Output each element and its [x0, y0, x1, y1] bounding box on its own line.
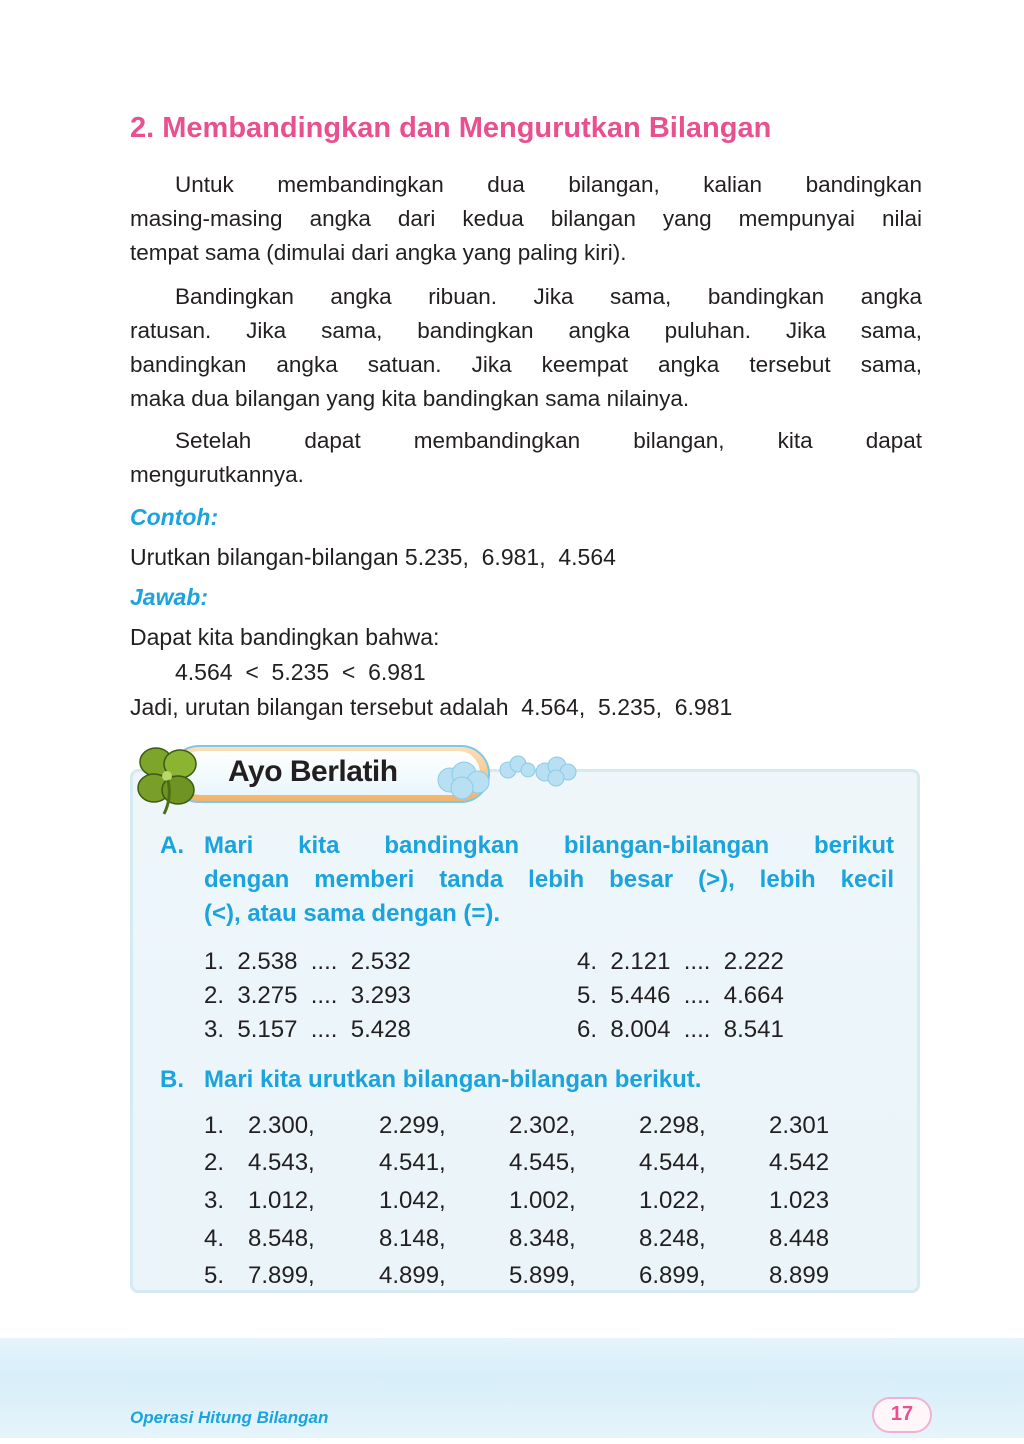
paragraph-3-line-1: Setelah dapat membandingkan bilangan, kita dapat [175, 428, 922, 453]
row-number: 4. [204, 1225, 225, 1252]
part-a-item: 2. 3.275 .... 3.293 [204, 982, 411, 1009]
clouds-decoration-icon [430, 750, 580, 810]
clover-icon [128, 738, 208, 818]
part-a-instruction [204, 829, 894, 931]
row-value: 8.899 [769, 1262, 830, 1289]
section-title: 2. Membandingkan dan Mengurutkan Bilangan [130, 112, 772, 144]
row-value: 4.899, [379, 1262, 446, 1289]
paragraph-2-line-3: bandingkan angka satuan. Jika keempat angka tersebut sama, [130, 352, 922, 377]
row-value: 2.301 [769, 1112, 830, 1139]
row-value: 8.148, [379, 1225, 446, 1252]
row-value: 8.548, [248, 1225, 315, 1252]
row-value: 4.541, [379, 1149, 446, 1176]
part-a-line-1: Mari kita bandingkan bilangan-bilangan berikut [204, 832, 894, 859]
example-label: Contoh: [130, 504, 219, 530]
part-a-letter: A. [160, 832, 184, 859]
paragraph-1-line-3: tempat sama (dimulai dari angka yang paling kiri). [130, 240, 627, 265]
row-value: 2.302, [509, 1112, 576, 1139]
row-value: 1.012, [248, 1187, 315, 1214]
paragraph-3 [130, 424, 922, 492]
part-b-letter: B. [160, 1066, 184, 1093]
row-value: 5.899, [509, 1262, 576, 1289]
row-value: 2.300, [248, 1112, 315, 1139]
row-value: 4.542 [769, 1149, 830, 1176]
row-value: 8.348, [509, 1225, 576, 1252]
paragraph-2 [130, 280, 922, 416]
answer-label: Jawab: [130, 584, 208, 610]
row-number: 5. [204, 1262, 225, 1289]
part-a-line-2: dengan memberi tanda lebih besar (>), lebih kecil [204, 866, 894, 893]
answer-line-1: Dapat kita bandingkan bahwa: [130, 624, 440, 650]
answer-conclusion: Jadi, urutan bilangan tersebut adalah 4.564, 5.235, 6.981 [130, 694, 733, 720]
page-number: 17 [890, 1403, 914, 1425]
row-value: 4.545, [509, 1149, 576, 1176]
practice-title: Ayo Berlatih [228, 755, 398, 788]
paragraph-1 [130, 168, 922, 270]
part-b-instruction: Mari kita urutkan bilangan-bilangan berikut. [204, 1066, 702, 1093]
paragraph-1-line-2: masing-masing angka dari kedua bilangan yang mempunyai nilai [130, 206, 922, 231]
row-value: 1.042, [379, 1187, 446, 1214]
row-number: 1. [204, 1112, 225, 1139]
paragraph-1-line-1: Untuk membandingkan dua bilangan, kalian bandingkan [175, 172, 922, 197]
part-a-item: 6. 8.004 .... 8.541 [577, 1016, 784, 1043]
row-number: 2. [204, 1149, 225, 1176]
paragraph-2-line-1: Bandingkan angka ribuan. Jika sama, bandingkan angka [175, 284, 922, 309]
part-a-line-3: (<), atau sama dengan (=). [204, 900, 501, 927]
row-value: 6.899, [639, 1262, 706, 1289]
paragraph-3-line-2: mengurutkannya. [130, 462, 304, 487]
part-a-item: 5. 5.446 .... 4.664 [577, 982, 784, 1009]
row-value: 4.543, [248, 1149, 315, 1176]
row-value: 7.899, [248, 1262, 315, 1289]
row-value: 2.299, [379, 1112, 446, 1139]
row-number: 3. [204, 1187, 225, 1214]
example-question: Urutkan bilangan-bilangan 5.235, 6.981, 4.564 [130, 544, 616, 570]
paragraph-2-line-4: maka dua bilangan yang kita bandingkan sama nilainya. [130, 386, 690, 411]
row-value: 8.448 [769, 1225, 830, 1252]
row-value: 1.023 [769, 1187, 830, 1214]
row-value: 1.022, [639, 1187, 706, 1214]
row-value: 8.248, [639, 1225, 706, 1252]
row-value: 2.298, [639, 1112, 706, 1139]
row-value: 1.002, [509, 1187, 576, 1214]
answer-comparison: 4.564 < 5.235 < 6.981 [175, 659, 426, 685]
row-value: 4.544, [639, 1149, 706, 1176]
part-a-item: 4. 2.121 .... 2.222 [577, 948, 784, 975]
part-a-item: 1. 2.538 .... 2.532 [204, 948, 411, 975]
paragraph-2-line-2: ratusan. Jika sama, bandingkan angka puluhan. Jika sama, [130, 318, 922, 343]
footer-book-title: Operasi Hitung Bilangan [130, 1408, 329, 1427]
part-a-item: 3. 5.157 .... 5.428 [204, 1016, 411, 1043]
